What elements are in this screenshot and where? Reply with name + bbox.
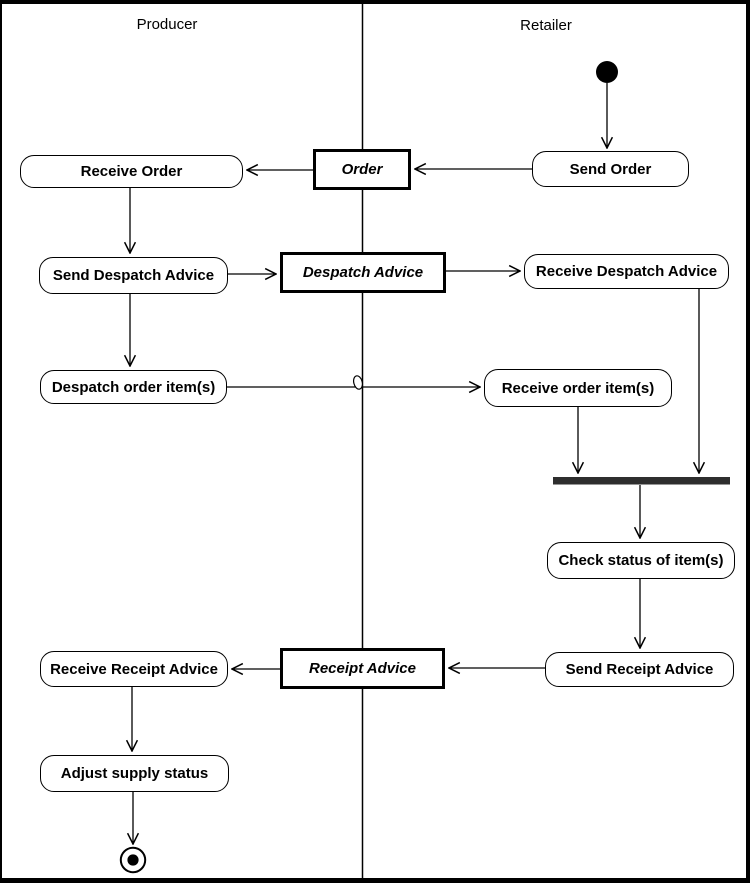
activity-check-status-of-items: Check status of item(s) xyxy=(547,542,735,579)
object-receipt-advice: Receipt Advice xyxy=(280,648,445,689)
flow-arrows xyxy=(130,83,699,844)
activity-receive-order-items: Receive order item(s) xyxy=(484,369,672,407)
final-node xyxy=(121,848,145,872)
activity-receive-order: Receive Order xyxy=(20,155,243,188)
initial-node xyxy=(596,61,618,83)
lane-title-producer: Producer xyxy=(136,16,198,33)
connector-layer xyxy=(2,4,750,883)
lane-title-retailer: Retailer xyxy=(520,17,572,34)
activity-send-receipt-advice: Send Receipt Advice xyxy=(545,652,734,687)
join-bar xyxy=(553,477,730,485)
activity-receive-receipt-advice: Receive Receipt Advice xyxy=(40,651,228,687)
activity-despatch-order-items: Despatch order item(s) xyxy=(40,370,227,404)
activity-send-order: Send Order xyxy=(532,151,689,187)
activity-receive-despatch-advice: Receive Despatch Advice xyxy=(524,254,729,289)
object-despatch-advice: Despatch Advice xyxy=(280,252,446,293)
activity-send-despatch-advice: Send Despatch Advice xyxy=(39,257,228,294)
object-order: Order xyxy=(313,149,411,190)
activity-adjust-supply-status: Adjust supply status xyxy=(40,755,229,792)
